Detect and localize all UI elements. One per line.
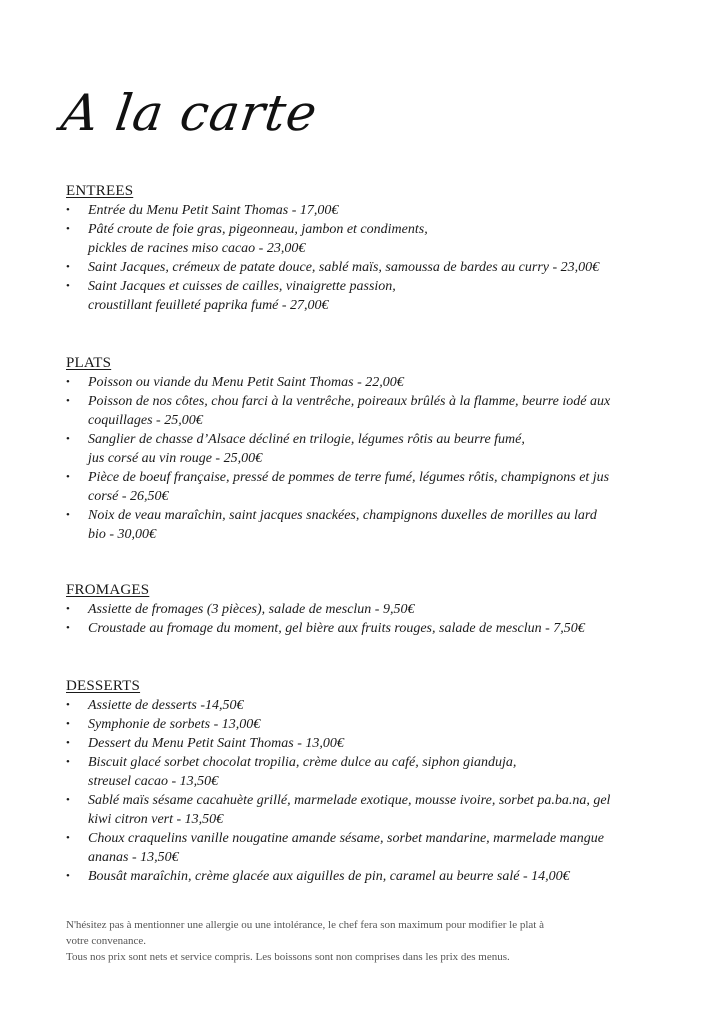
menu-item: [66, 619, 666, 638]
menu-item: [66, 791, 666, 829]
section-heading: FROMAGES: [66, 582, 150, 598]
menu-item-text: Bousât maraîchin, crème glacée aux aiguilles de pin, caramel au beurre salé - 14,00€: [88, 869, 570, 884]
menu-item: [66, 506, 666, 544]
menu-item-text: Dessert du Menu Petit Saint Thomas - 13,00€: [88, 736, 344, 751]
bullet-icon: •: [66, 603, 70, 615]
menu-item-text: ananas - 13,50€: [88, 850, 179, 865]
menu-item-text: Sablé maïs sésame cacahuète grillé, marmelade exotique, mousse ivoire, sorbet pa.ba.na, gel: [88, 793, 611, 808]
bullet-icon: •: [66, 794, 70, 806]
section-plats: [66, 354, 666, 544]
menu-item: [66, 220, 666, 258]
menu-title: A la carte: [57, 84, 322, 142]
menu-item: [66, 867, 666, 886]
menu-item-text: Entrée du Menu Petit Saint Thomas - 17,00€: [88, 203, 339, 218]
menu-item: [66, 277, 666, 315]
bullet-icon: •: [66, 223, 70, 235]
bullet-icon: •: [66, 204, 70, 216]
section-desserts: [66, 677, 666, 886]
menu-item-text: Noix de veau maraîchin, saint jacques snackées, champignons duxelles de morilles au lard: [88, 508, 597, 523]
menu-item-text: Pièce de boeuf française, pressé de pommes de terre fumé, légumes rôtis, champignons et jus: [88, 470, 610, 485]
bullet-icon: •: [66, 471, 70, 483]
bullet-icon: •: [66, 737, 70, 749]
menu-item: [66, 201, 666, 220]
section-heading: DESSERTS: [66, 678, 141, 694]
menu-item-text: Symphonie de sorbets - 13,00€: [88, 717, 261, 732]
bullet-icon: •: [66, 756, 70, 768]
menu-item: [66, 430, 666, 468]
section-entrees: [66, 182, 666, 315]
bullet-icon: •: [66, 433, 70, 445]
menu-item-text: Assiette de fromages (3 pièces), salade de mesclun - 9,50€: [88, 602, 415, 617]
footer-note: [66, 917, 666, 965]
menu-item-text: streusel cacao - 13,50€: [88, 774, 219, 789]
menu-item-text: Choux craquelins vanille nougatine amande sésame, sorbet mandarine, marmelade mangue: [88, 831, 604, 846]
bullet-icon: •: [66, 622, 70, 634]
item-list: [66, 600, 666, 638]
item-list: [66, 373, 666, 544]
bullet-icon: •: [66, 261, 70, 273]
menu-item-text: coquillages - 25,00€: [88, 413, 203, 428]
menu-item: [66, 829, 666, 867]
menu-item: [66, 392, 666, 430]
bullet-icon: •: [66, 699, 70, 711]
section-fromages: [66, 581, 666, 638]
footer-line: N'hésitez pas à mentionner une allergie ou une intolérance, le chef fera son maximum pour modifier le plat à: [66, 919, 544, 931]
menu-item-text: Poisson ou viande du Menu Petit Saint Thomas - 22,00€: [88, 375, 404, 390]
bullet-icon: •: [66, 509, 70, 521]
menu-item-text: pickles de racines miso cacao - 23,00€: [88, 241, 306, 256]
bullet-icon: •: [66, 280, 70, 292]
menu-item: [66, 753, 666, 791]
menu-item-text: kiwi citron vert - 13,50€: [88, 812, 224, 827]
menu-item-text: Biscuit glacé sorbet chocolat tropilia, crème dulce au café, siphon gianduja,: [88, 755, 517, 770]
menu-item-text: Poisson de nos côtes, chou farci à la ventrêche, poireaux brûlés à la flamme, beurre iodé aux: [88, 394, 611, 409]
item-list: [66, 201, 666, 315]
menu-item-text: croustillant feuilleté paprika fumé - 27,00€: [88, 298, 329, 313]
menu-item-text: Saint Jacques et cuisses de cailles, vinaigrette passion,: [88, 279, 396, 294]
menu-item-text: jus corsé au vin rouge - 25,00€: [88, 451, 263, 466]
bullet-icon: •: [66, 376, 70, 388]
bullet-icon: •: [66, 870, 70, 882]
menu-item: [66, 734, 666, 753]
menu-item: [66, 600, 666, 619]
menu-item: [66, 468, 666, 506]
menu-item: [66, 696, 666, 715]
item-list: [66, 696, 666, 886]
menu-item-text: bio - 30,00€: [88, 527, 157, 542]
section-heading: ENTREES: [66, 183, 134, 199]
footer-line: votre convenance.: [66, 935, 147, 947]
menu-item-text: Pâté croute de foie gras, pigeonneau, jambon et condiments,: [88, 222, 428, 237]
menu-item: [66, 258, 666, 277]
menu-item-text: Saint Jacques, crémeux de patate douce, sablé maïs, samoussa de bardes au curry - 23,00€: [88, 260, 600, 275]
bullet-icon: •: [66, 718, 70, 730]
menu-item-text: corsé - 26,50€: [88, 489, 169, 504]
bullet-icon: •: [66, 395, 70, 407]
menu-item-text: Sanglier de chasse d’Alsace décliné en trilogie, légumes rôtis au beurre fumé,: [88, 432, 525, 447]
menu-item-text: Assiette de desserts -14,50€: [88, 698, 244, 713]
menu-item: [66, 715, 666, 734]
bullet-icon: •: [66, 832, 70, 844]
footer-line: Tous nos prix sont nets et service compris. Les boissons sont non comprises dans les prix des menus.: [66, 951, 510, 963]
menu-item: [66, 373, 666, 392]
menu-item-text: Croustade au fromage du moment, gel bière aux fruits rouges, salade de mesclun - 7,50€: [88, 621, 585, 636]
section-heading: PLATS: [66, 355, 112, 371]
